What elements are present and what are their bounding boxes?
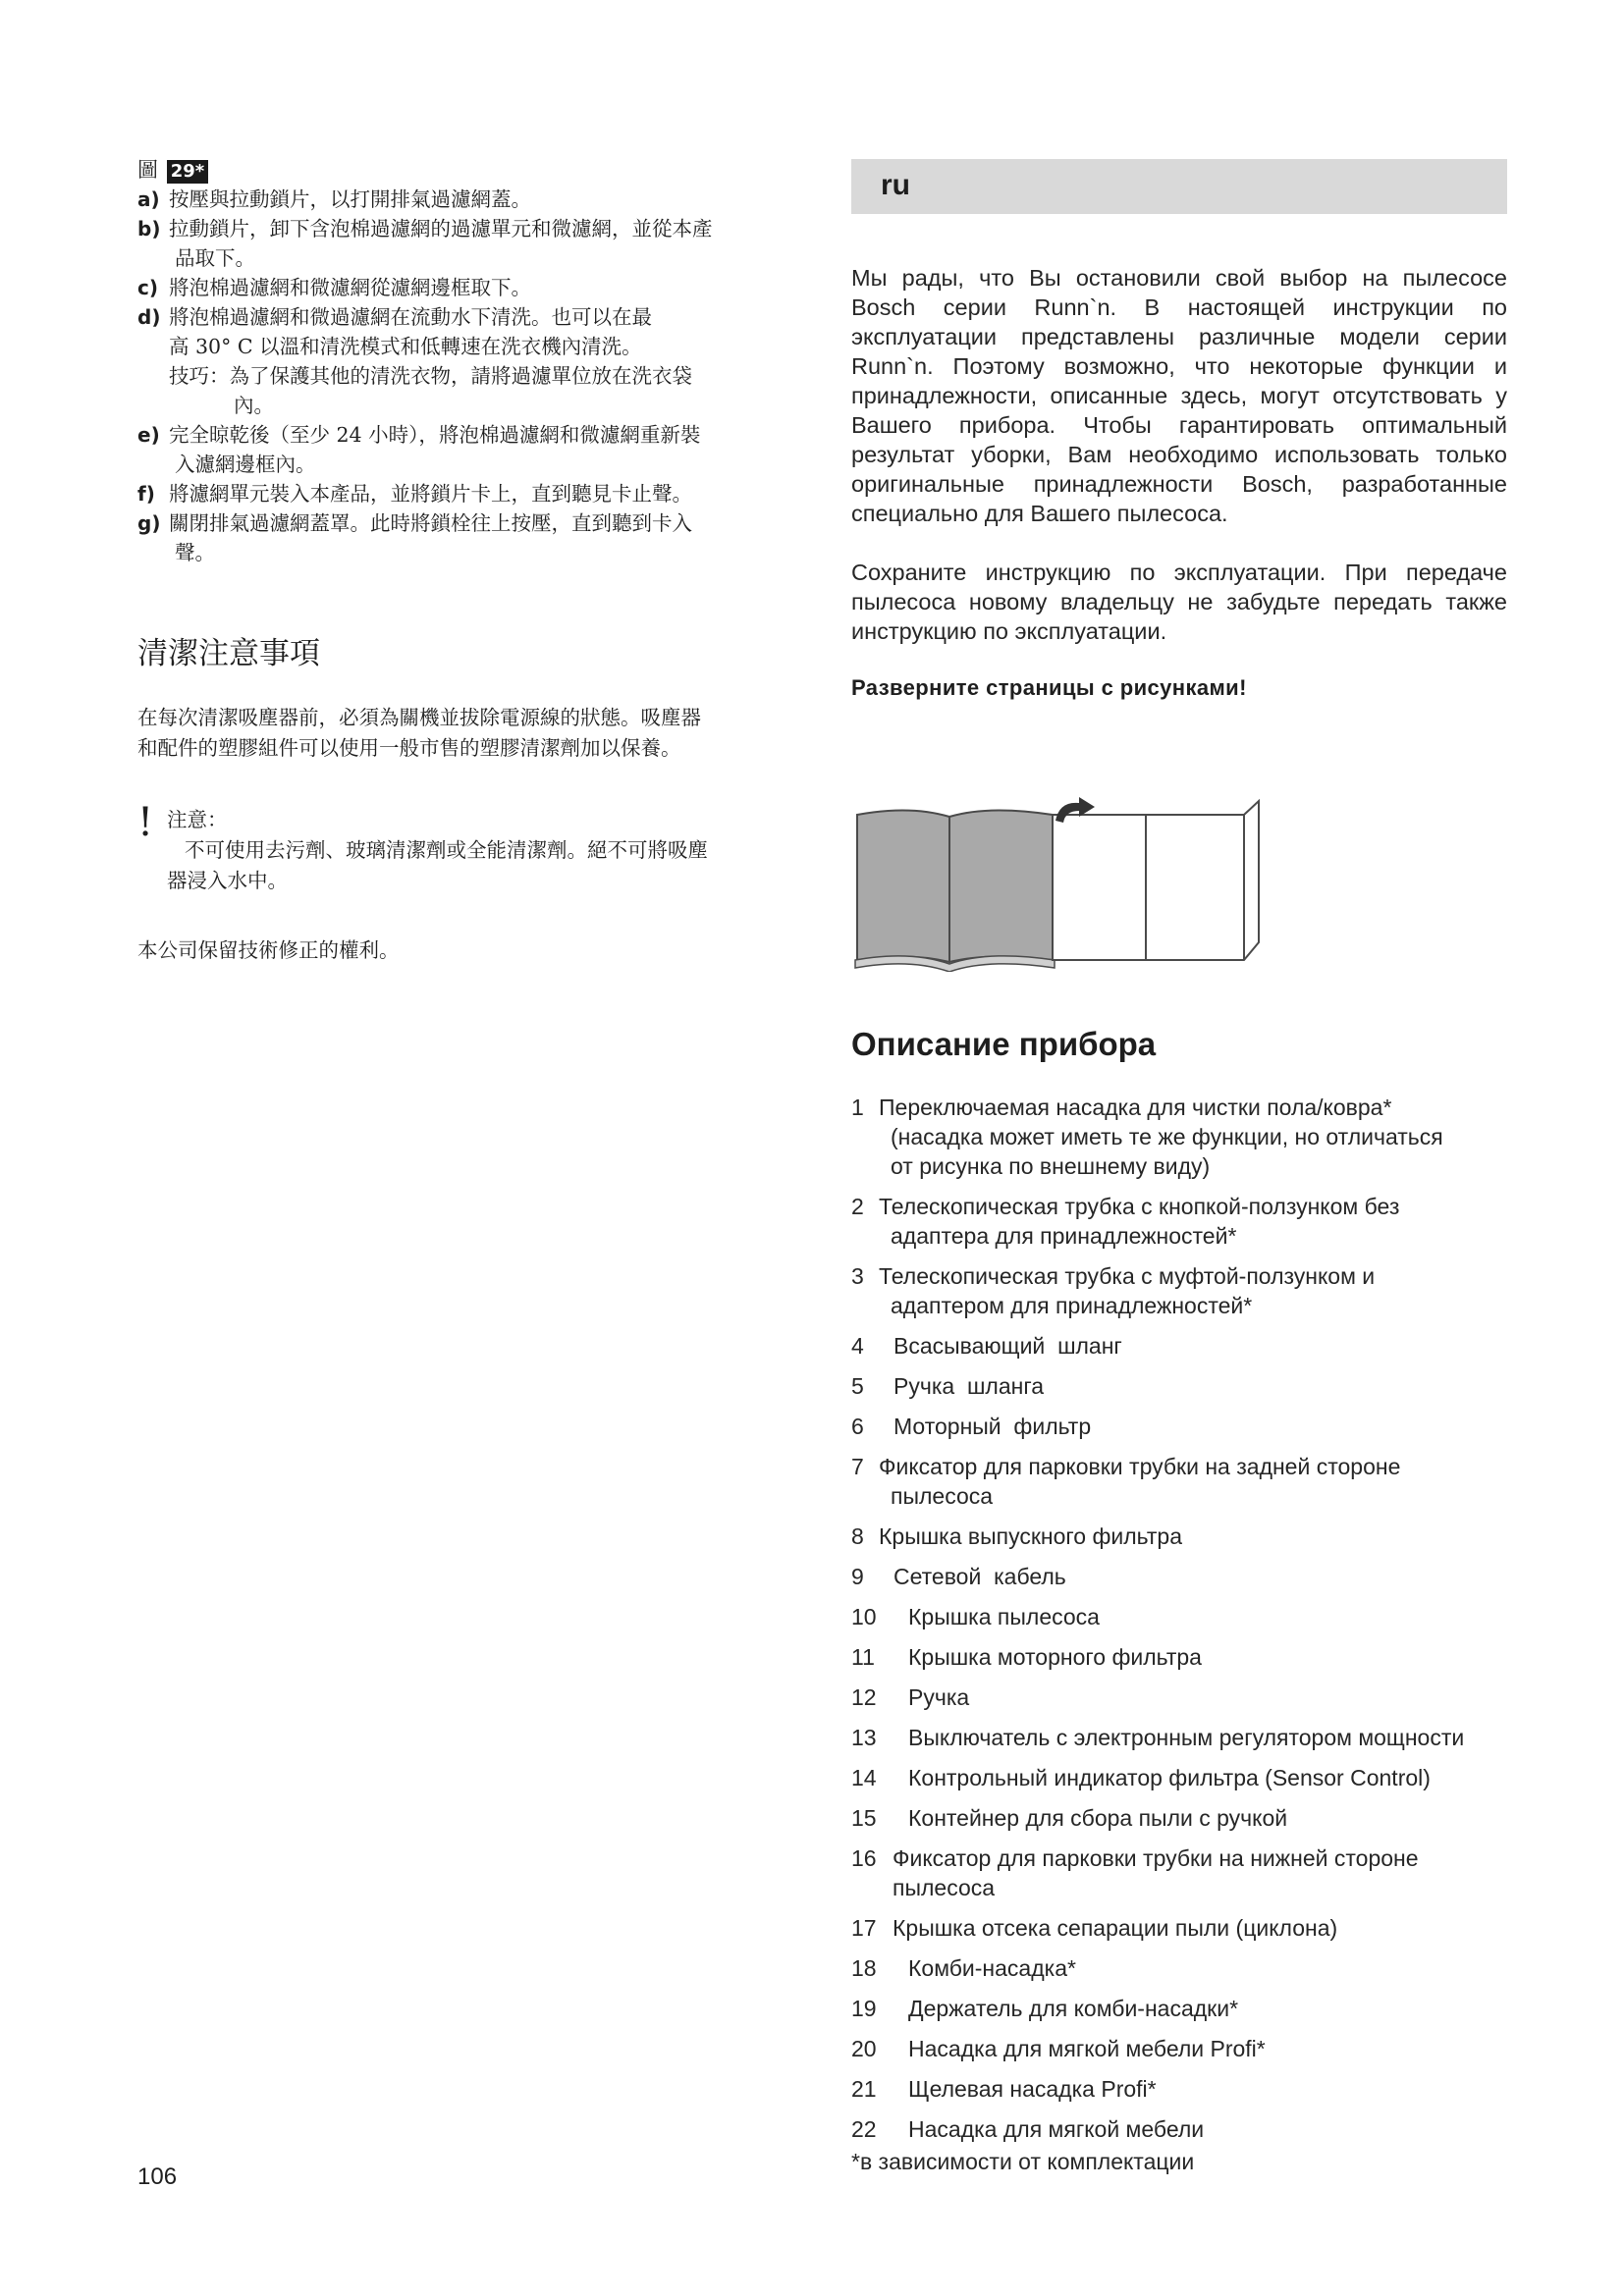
part-item — [851, 1452, 1519, 1511]
part-description: Ручка — [908, 1684, 970, 1710]
intro-block — [851, 263, 1507, 701]
part-number: 8 — [851, 1523, 864, 1549]
part-item — [851, 1953, 1519, 1983]
caution-note — [137, 800, 825, 896]
page-number: 106 — [137, 2163, 178, 2190]
part-item — [851, 2114, 1519, 2144]
unfold-pages-note: Разверните страницы с рисунками! — [851, 675, 1247, 700]
part-number: 1 — [851, 1095, 864, 1120]
part-description: Насадка для мягкой мебели Profi* — [908, 2036, 1266, 2061]
part-description: Держатель для комби-насадки* — [908, 1996, 1239, 2021]
part-number: 7 — [851, 1454, 864, 1479]
part-item — [851, 1261, 1519, 1320]
part-number: 10 — [851, 1604, 877, 1629]
part-number: 9 — [851, 1564, 864, 1589]
part-description: Контейнер для сбора пыли с ручкой — [908, 1805, 1288, 1831]
step-item — [137, 479, 825, 508]
part-description: Крышка моторного фильтра — [908, 1644, 1202, 1670]
part-description: Сетевой кабель — [893, 1564, 1066, 1589]
step-item — [137, 420, 825, 479]
part-description: Комби-насадка* — [908, 1955, 1076, 1981]
part-number: 19 — [851, 1996, 877, 2021]
part-number: 5 — [851, 1373, 864, 1399]
part-description: Ручка шланга — [893, 1373, 1045, 1399]
part-description: Переключаемая насадка для чистки пола/ковра* (насадка может иметь те же функции, но отличаться от рисунка по внешнему виду) — [879, 1095, 1443, 1179]
part-description: Крышка отсека сепарации пыли (циклона) — [893, 1915, 1338, 1941]
part-item — [851, 1803, 1519, 1833]
step-text: 將濾網單元裝入本產品，並將鎖片卡上，直到聽見卡止聲。 — [169, 482, 692, 506]
step-letter: g) — [137, 511, 161, 535]
figure-number-badge: 29* — [167, 160, 208, 184]
part-number: 6 — [851, 1414, 864, 1439]
step-letter: f) — [137, 482, 155, 506]
part-number: 21 — [851, 2076, 877, 2102]
language-bar — [851, 159, 1507, 214]
note-text: 不可使用去污劑、玻璃清潔劑或全能清潔劑。絕不可將吸塵 器浸入水中。 — [167, 838, 708, 892]
part-description: Фиксатор для парковки трубки на задней стороне пылесоса — [879, 1454, 1401, 1509]
left-column — [137, 155, 825, 963]
part-description: Щелевая насадка Profi* — [908, 2076, 1157, 2102]
step-text: 關閉排氣過濾網蓋罩。此時將鎖栓往上按壓，直到聽到卡入 聲。 — [169, 511, 692, 564]
step-item — [137, 185, 825, 214]
section-heading-device-description: Описание прибора — [851, 1026, 1157, 1062]
part-description: Всасывающий шланг — [893, 1333, 1122, 1359]
step-item — [137, 214, 825, 273]
part-item — [851, 2074, 1519, 2104]
intro-paragraph-2: Сохраните инструкцию по эксплуатации. При передаче пылесоса новому владельцу не забудьте передать также инструкцию по эксплуатации. — [851, 560, 1507, 644]
step-text: 按壓與拉動鎖片，以打開排氣過濾網蓋。 — [169, 187, 531, 211]
part-item — [851, 1331, 1519, 1361]
step-text: 將泡棉過濾網和微濾網從濾網邊框取下。 — [169, 276, 531, 299]
fold-out-panels — [1053, 801, 1259, 960]
step-text: 拉動鎖片，卸下含泡棉過濾網的過濾單元和微濾網，並從本產 品取下。 — [169, 217, 713, 270]
part-item — [851, 1522, 1519, 1551]
step-letter: d) — [137, 305, 161, 329]
part-item — [851, 1093, 1519, 1181]
parts-list — [851, 1093, 1519, 2176]
step-text: 完全晾乾後（至少 24 小時），將泡棉過濾網和微濾網重新裝 入濾網邊框內。 — [169, 423, 701, 476]
part-number: 15 — [851, 1805, 877, 1831]
step-text: 將泡棉過濾網和微過濾網在流動水下清洗。也可以在最 高 30° C 以溫和清洗模式和低轉速在洗衣機內清洗。 技巧：為了保護其他的清洗衣物，請將過濾單位放在洗衣袋 內。 — [169, 305, 692, 417]
part-description: Контрольный индикатор фильтра (Sensor Control) — [908, 1765, 1431, 1790]
part-number: 2 — [851, 1194, 864, 1219]
part-description: Фиксатор для парковки трубки на нижней стороне пылесоса — [893, 1845, 1419, 1900]
part-item — [851, 1562, 1519, 1591]
part-number: 16 — [851, 1845, 877, 1871]
part-number: 11 — [851, 1644, 875, 1670]
language-code: ru — [881, 169, 910, 201]
section-heading-cleaning: 清潔注意事項 — [137, 636, 320, 671]
footnote: *в зависимости от комплектации — [851, 2149, 1195, 2174]
part-item — [851, 1682, 1519, 1712]
part-number: 4 — [851, 1333, 864, 1359]
part-description: Крышка выпускного фильтра — [879, 1523, 1182, 1549]
step-item — [137, 302, 825, 420]
cleaning-paragraph: 在每次清潔吸塵器前，必須為關機並拔除電源線的狀態。吸塵器 和配件的塑膠組件可以使用一般市售的塑膠清潔劑加以保養。 — [137, 706, 701, 760]
part-number: 3 — [851, 1263, 864, 1289]
part-item — [851, 1763, 1519, 1792]
part-item — [851, 1723, 1519, 1752]
part-description: Насадка для мягкой мебели — [908, 2116, 1205, 2142]
part-item — [851, 1913, 1519, 1943]
part-description: Телескопическая трубка с кнопкой-ползунком без адаптера для принадлежностей* — [879, 1194, 1400, 1249]
figure-reference — [137, 155, 825, 185]
part-item — [851, 1412, 1519, 1441]
part-item — [851, 2034, 1519, 2063]
rights-reserved-text: 本公司保留技術修正的權利。 — [137, 938, 400, 962]
step-item — [137, 273, 825, 302]
part-number: 14 — [851, 1765, 877, 1790]
step-letter: c) — [137, 276, 158, 299]
step-letter: b) — [137, 217, 161, 240]
part-number: 17 — [851, 1915, 877, 1941]
part-item — [851, 1602, 1519, 1631]
part-description: Моторный фильтр — [893, 1414, 1092, 1439]
part-description: Крышка пылесоса — [908, 1604, 1100, 1629]
figure-label: 圖 — [137, 158, 158, 182]
part-number: 13 — [851, 1725, 877, 1750]
part-description: Выключатель с электронным регулятором мощности — [908, 1725, 1465, 1750]
part-number: 18 — [851, 1955, 877, 1981]
part-description: Телескопическая трубка с муфтой-ползунком и адаптером для принадлежностей* — [879, 1263, 1376, 1318]
fold-out-pages-illustration — [851, 795, 1264, 972]
part-number: 22 — [851, 2116, 877, 2142]
note-title: 注意： — [167, 808, 228, 831]
step-letter: a) — [137, 187, 160, 211]
step-letter: e) — [137, 423, 160, 447]
step-item — [137, 508, 825, 567]
part-item — [851, 1994, 1519, 2023]
warning-icon: ! — [137, 800, 154, 845]
booklet-icon — [855, 810, 1055, 972]
part-number: 20 — [851, 2036, 877, 2061]
part-item — [851, 1192, 1519, 1251]
intro-paragraph-1: Мы рады, что Вы остановили свой выбор на пылесосе Bosch серии Runn`n. В настоящей инструкции по эксплуатации представлены различные модели серии Runn`n. Поэтому возможно, что некоторые функции и принадлежности, описанные здесь, могут отсутствовать у Вашего прибора. Чтобы гарантировать оптимальный результат уборки, Вам необходимо использовать только оригинальные принадлежности Bosch, разработанные специально для Вашего пылесоса. — [851, 265, 1507, 526]
part-number: 12 — [851, 1684, 877, 1710]
part-item — [851, 1843, 1519, 1902]
part-item — [851, 1371, 1519, 1401]
part-item — [851, 1642, 1519, 1672]
cleaning-steps-list — [137, 185, 825, 567]
